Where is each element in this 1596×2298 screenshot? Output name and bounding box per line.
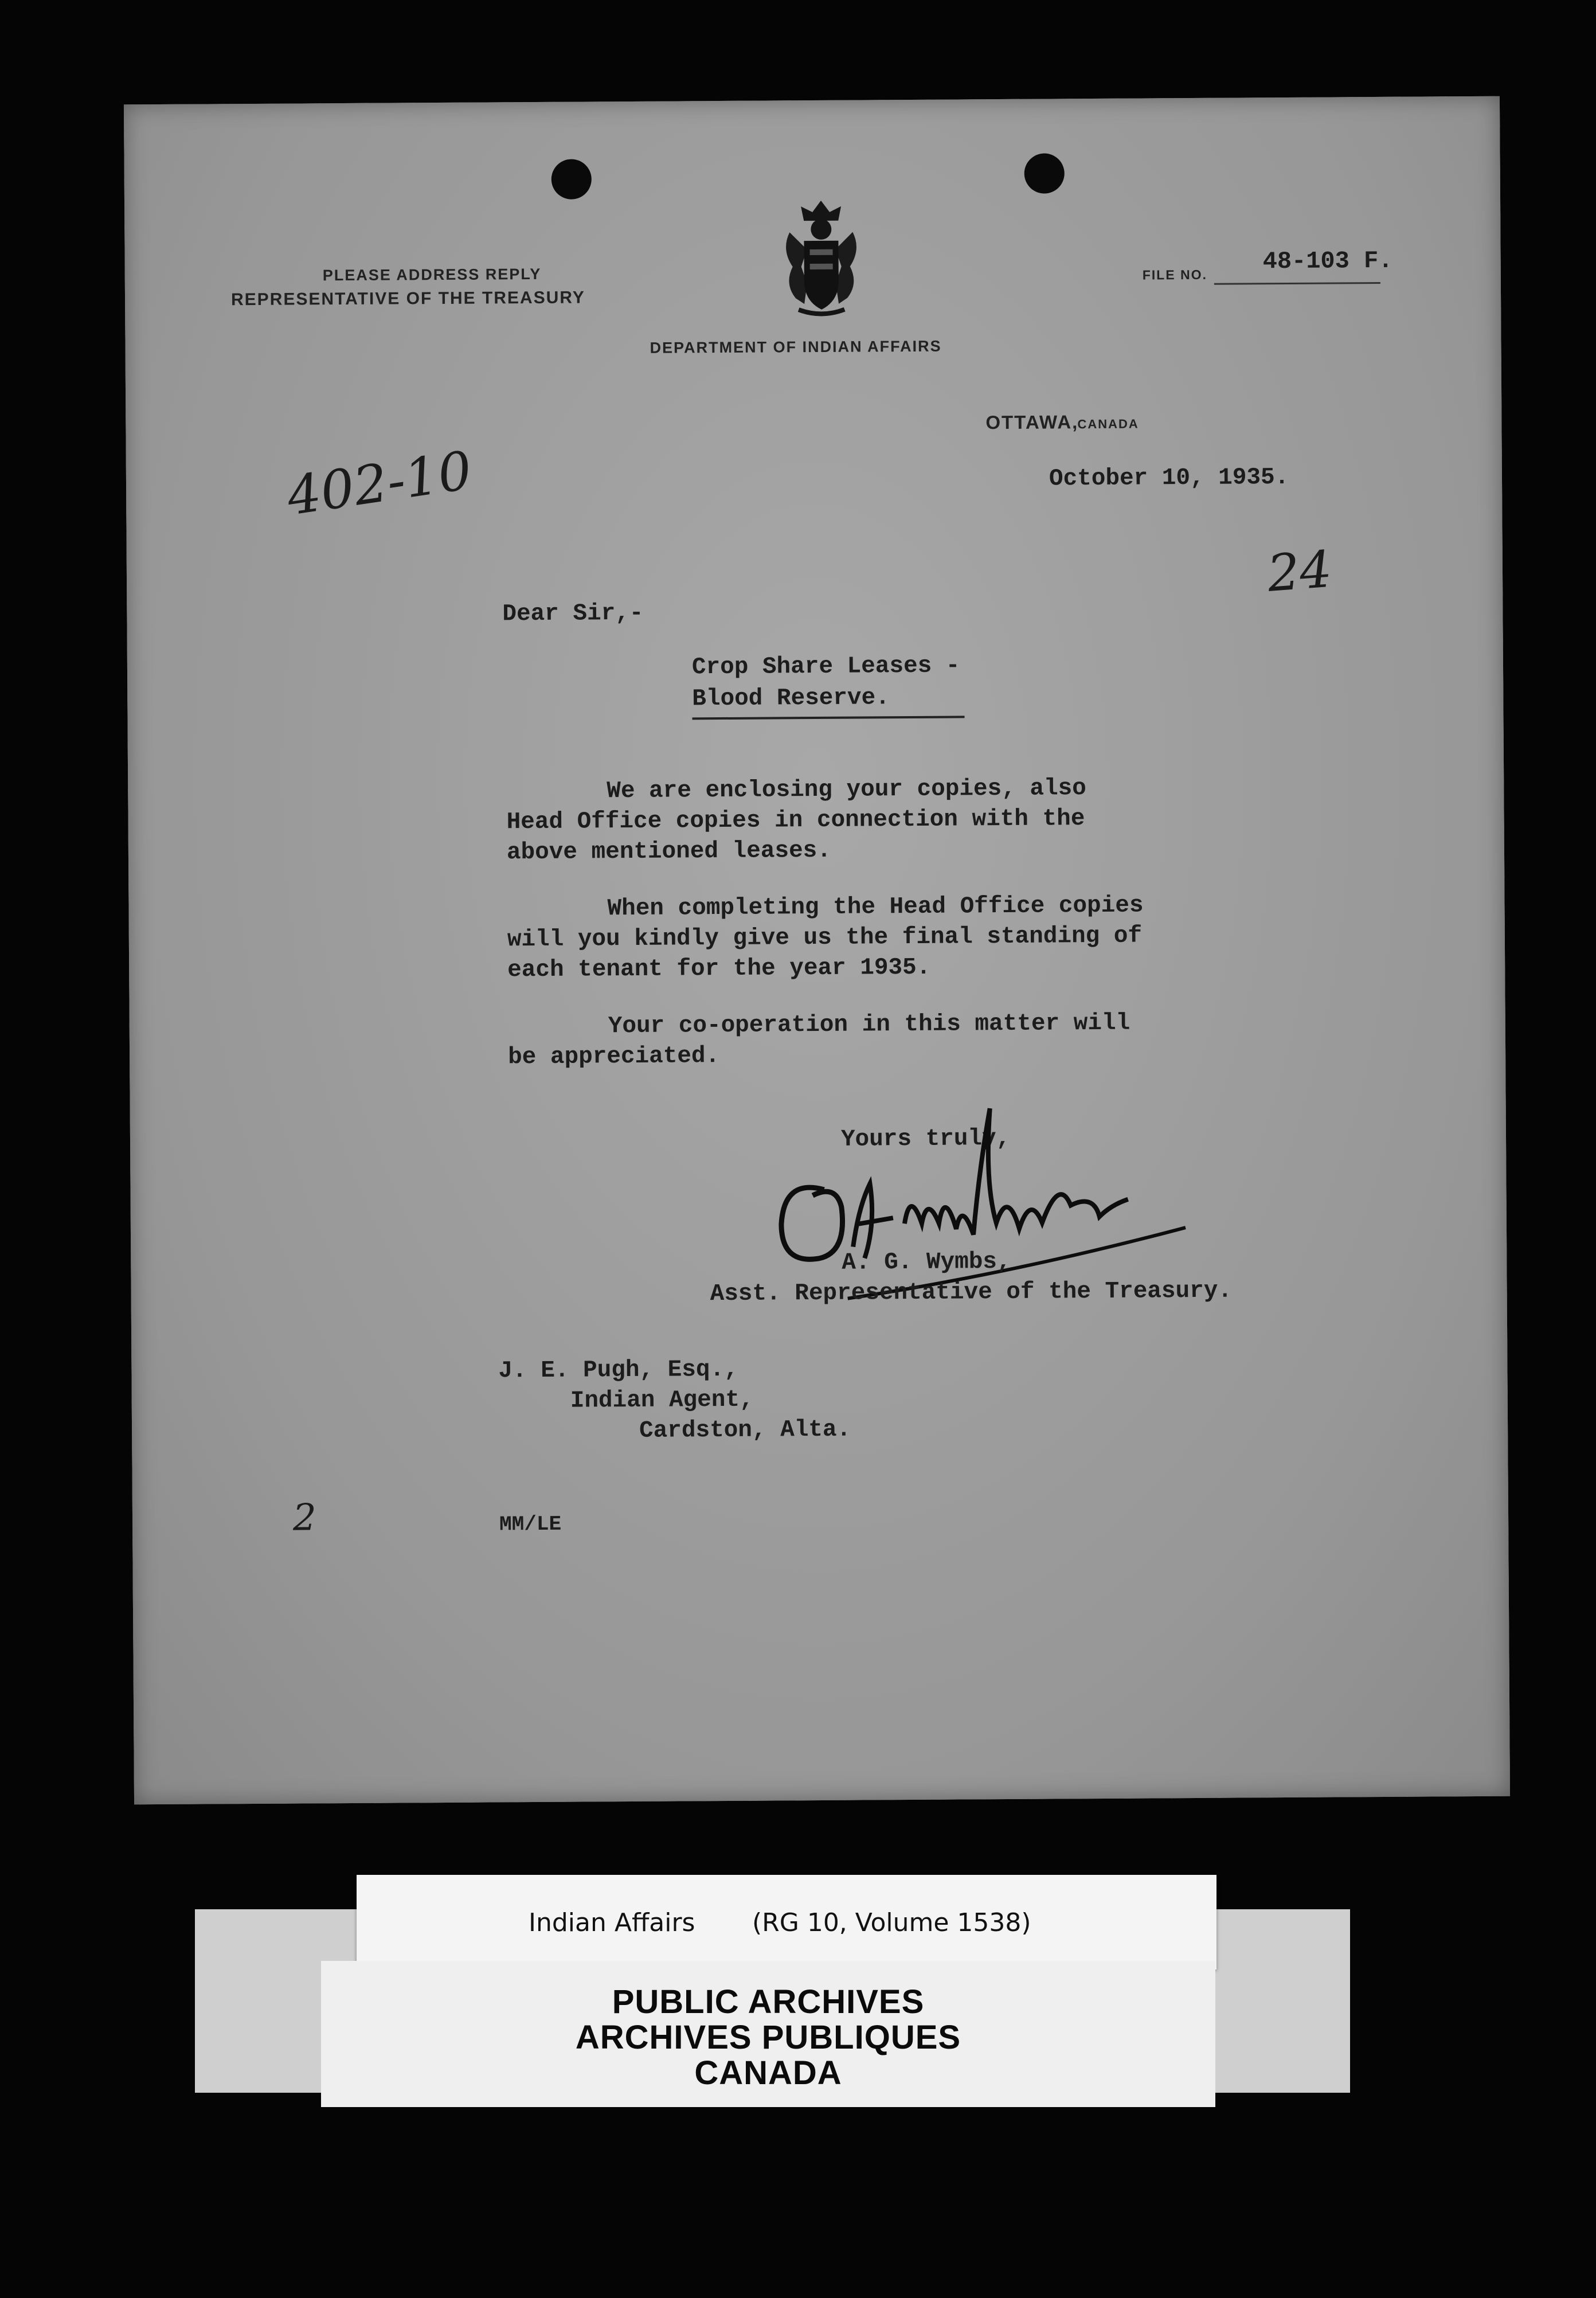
archive-stamp-label bbox=[321, 1961, 1215, 2107]
salutation: Dear Sir,- bbox=[502, 600, 644, 628]
file-number-underline bbox=[1214, 282, 1380, 285]
handwritten-margin-mark: 2 bbox=[292, 1496, 316, 1539]
country: CANADA bbox=[1077, 416, 1139, 432]
stamp-line3: CANADA bbox=[694, 2054, 842, 2092]
signer-name: A. G. Wymbs, bbox=[842, 1248, 1011, 1276]
stamp-line2: ARCHIVES PUBLIQUES bbox=[575, 2019, 961, 2056]
file-number: 48-103 F. bbox=[1262, 247, 1393, 276]
subject-underline bbox=[693, 716, 965, 720]
city: OTTAWA, bbox=[985, 411, 1079, 433]
body-para3-line1: Your co-operation in this matter will bbox=[608, 1010, 1130, 1040]
punch-hole-right bbox=[1024, 153, 1065, 193]
letter-page bbox=[124, 96, 1510, 1805]
reply-instruction-line2: REPRESENTATIVE OF THE TREASURY bbox=[230, 288, 585, 310]
subject-line1: Crop Share Leases - bbox=[691, 652, 960, 681]
punch-hole-left bbox=[551, 159, 592, 199]
handwritten-page-number: 24 bbox=[1265, 539, 1334, 603]
file-number-label: FILE NO. bbox=[1142, 267, 1208, 283]
coat-of-arms-icon bbox=[778, 197, 864, 318]
recipient-line1: J. E. Pugh, Esq., bbox=[498, 1356, 738, 1385]
body-para1-line3: above mentioned leases. bbox=[506, 837, 831, 866]
archive-reference-label bbox=[357, 1875, 1216, 1969]
body-para1-line2: Head Office copies in connection with the bbox=[506, 806, 1085, 836]
volume-reference: (RG 10, Volume 1538) bbox=[752, 1908, 1031, 1937]
recipient-line2: Indian Agent, bbox=[570, 1386, 754, 1414]
recipient-line3: Cardston, Alta. bbox=[639, 1416, 851, 1444]
body-para2-line2: will you kindly give us the final standing of bbox=[507, 923, 1143, 953]
body-para2-line1: When completing the Head Office copies bbox=[607, 892, 1144, 923]
reply-instruction-line1: PLEASE ADDRESS REPLY bbox=[322, 265, 542, 284]
stamp-line1: PUBLIC ARCHIVES bbox=[612, 1983, 925, 2020]
body-para2-line3: each tenant for the year 1935. bbox=[507, 954, 931, 984]
closing: Yours truly, bbox=[840, 1125, 1011, 1153]
subject-line2: Blood Reserve. bbox=[692, 685, 890, 713]
typist-initials: MM/LE bbox=[499, 1512, 562, 1537]
body-para3-line2: be appreciated. bbox=[507, 1043, 720, 1071]
body-para1-line1: We are enclosing your copies, also bbox=[607, 775, 1086, 805]
letter-date: October 10, 1935. bbox=[1049, 464, 1289, 493]
handwritten-reference: 402-10 bbox=[283, 439, 476, 527]
department-name: DEPARTMENT OF INDIAN AFFAIRS bbox=[650, 337, 942, 357]
signer-title: Asst. Representative of the Treasury. bbox=[710, 1277, 1233, 1308]
collection-name: Indian Affairs bbox=[529, 1908, 695, 1937]
